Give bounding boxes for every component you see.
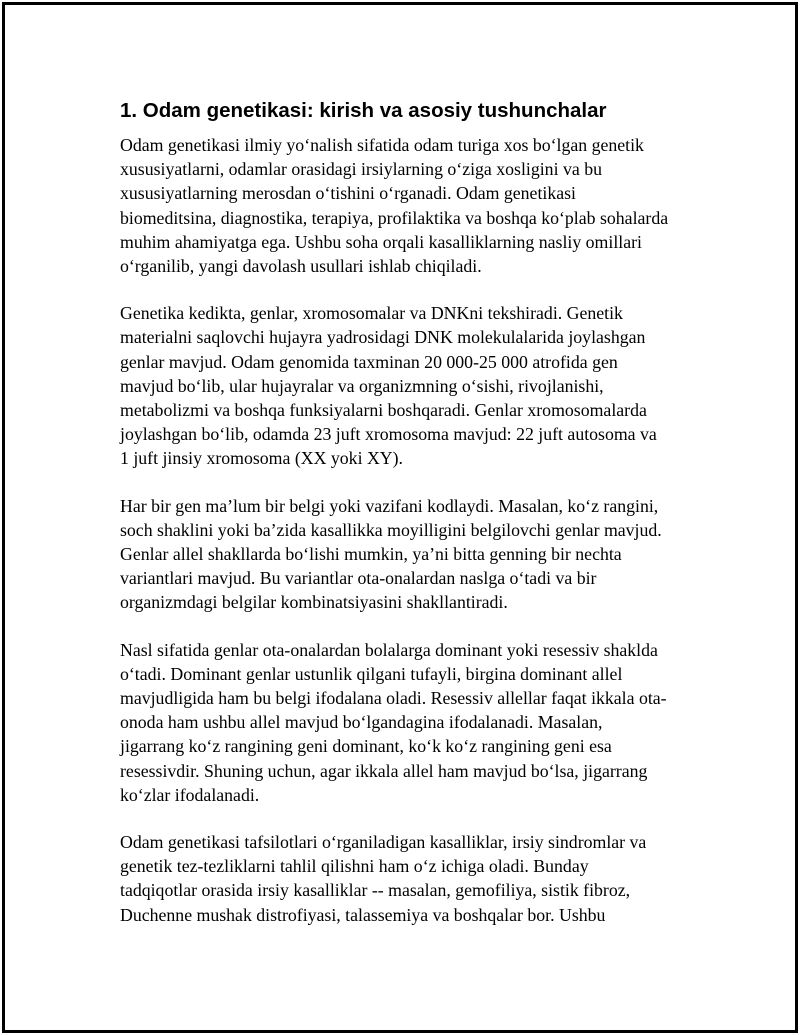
text-line: materialni saqlovchi hujayra yadrosidagi DNK molekulalarida joylashgan (120, 327, 646, 348)
paragraph-1 (120, 133, 692, 278)
paragraph-2 (120, 301, 692, 470)
text-line: Nasl sifatida genlar ota-onalardan bolalarga dominant yoki resessiv shaklda (120, 639, 658, 660)
text-line: Odam genetikasi ilmiy yo‘nalish sifatida odam turiga xos bo‘lgan genetik (120, 135, 644, 155)
text-line: o‘tadi. Dominant genlar ustunlik qilgani tufayli, birgina dominant allel (120, 663, 623, 684)
text-line: xususiyatlarni, odamlar orasidagi irsiylarning o‘ziga xosligini va bu (120, 159, 602, 180)
text-line: onoda ham ushbu allel mavjud bo‘lgandagina ifodalanadi. Masalan, (120, 712, 603, 733)
text-line: xususiyatlarning merosdan o‘tishini o‘rganadi. Odam genetikasi (120, 183, 576, 204)
text-line: organizmdagi belgilar kombinatsiyasini shakllantiradi. (120, 592, 508, 613)
text-line: muhim ahamiyatga ega. Ushbu soha orqali kasalliklarning nasliy omillari (120, 231, 642, 252)
text-line: Genetika kedikta, genlar, xromosomalar va DNKni tekshiradi. Genetik (120, 303, 623, 324)
text-line: joylashgan bo‘lib, odamda 23 juft xromosoma mavjud: 22 juft autosoma va (120, 424, 657, 445)
paragraph-3 (120, 494, 692, 615)
text-line: genetik tez-tezliklarni tahlil qilishni ham o‘z ichiga oladi. Bunday (120, 856, 589, 877)
document-content (120, 97, 692, 950)
text-line: mavjud bo‘lib, ular hujayralar va organizmning o‘sishi, rivojlanishi, (120, 375, 604, 396)
text-line: Odam genetikasi tafsilotlari o‘rganiladigan kasalliklar, irsiy sindromlar va (120, 832, 647, 853)
paragraph-4 (120, 638, 692, 807)
text-line: biomeditsina, diagnostika, terapiya, profilaktika va boshqa ko‘plab sohalarda (120, 207, 669, 228)
text-line: o‘rganilib, yangi davolash usullari ishlab chiqiladi. (120, 256, 482, 277)
text-line: Genlar allel shakllarda bo‘lishi mumkin, ya’ni bitta genning bir nechta (120, 544, 622, 565)
document-page (2, 2, 798, 1033)
text-line: tadqiqotlar orasida irsiy kasalliklar -- masalan, gemofiliya, sistik fibroz, (120, 880, 631, 901)
paragraph-5 (120, 830, 692, 927)
text-line: genlar mavjud. Odam genomida taxminan 20 000-25 000 atrofida gen (120, 351, 618, 372)
text-line: jigarrang ko‘z rangining geni dominant, ko‘k ko‘z rangining geni esa (120, 736, 612, 757)
text-line: Duchenne mushak distrofiyasi, talassemiya va boshqalar bor. Ushbu (120, 904, 606, 925)
text-line: 1 juft jinsiy xromosoma (XX yoki XY). (120, 448, 403, 469)
text-line: ko‘zlar ifodalanadi. (120, 784, 260, 805)
text-line: resessivdir. Shuning uchun, agar ikkala allel ham mavjud bo‘lsa, jigarrang (120, 760, 648, 781)
text-line: metabolizmi va boshqa funksiyalarni boshqaradi. Genlar xromosomalarda (120, 400, 647, 421)
text-line: mavjudligida ham bu belgi ifodalana oladi. Resessiv allellar faqat ikkala ota- (120, 688, 667, 709)
text-line: variantlari mavjud. Bu variantlar ota-onalardan naslga o‘tadi va bir (120, 568, 597, 589)
text-line: soch shaklini yoki ba’zida kasallikka moyilligini belgilovchi genlar mavjud. (120, 519, 662, 540)
section-heading: 1. Odam genetikasi: kirish va asosiy tushunchalar (120, 99, 607, 122)
text-line: Har bir gen ma’lum bir belgi yoki vazifani kodlaydi. Masalan, ko‘z rangini, (120, 495, 659, 516)
